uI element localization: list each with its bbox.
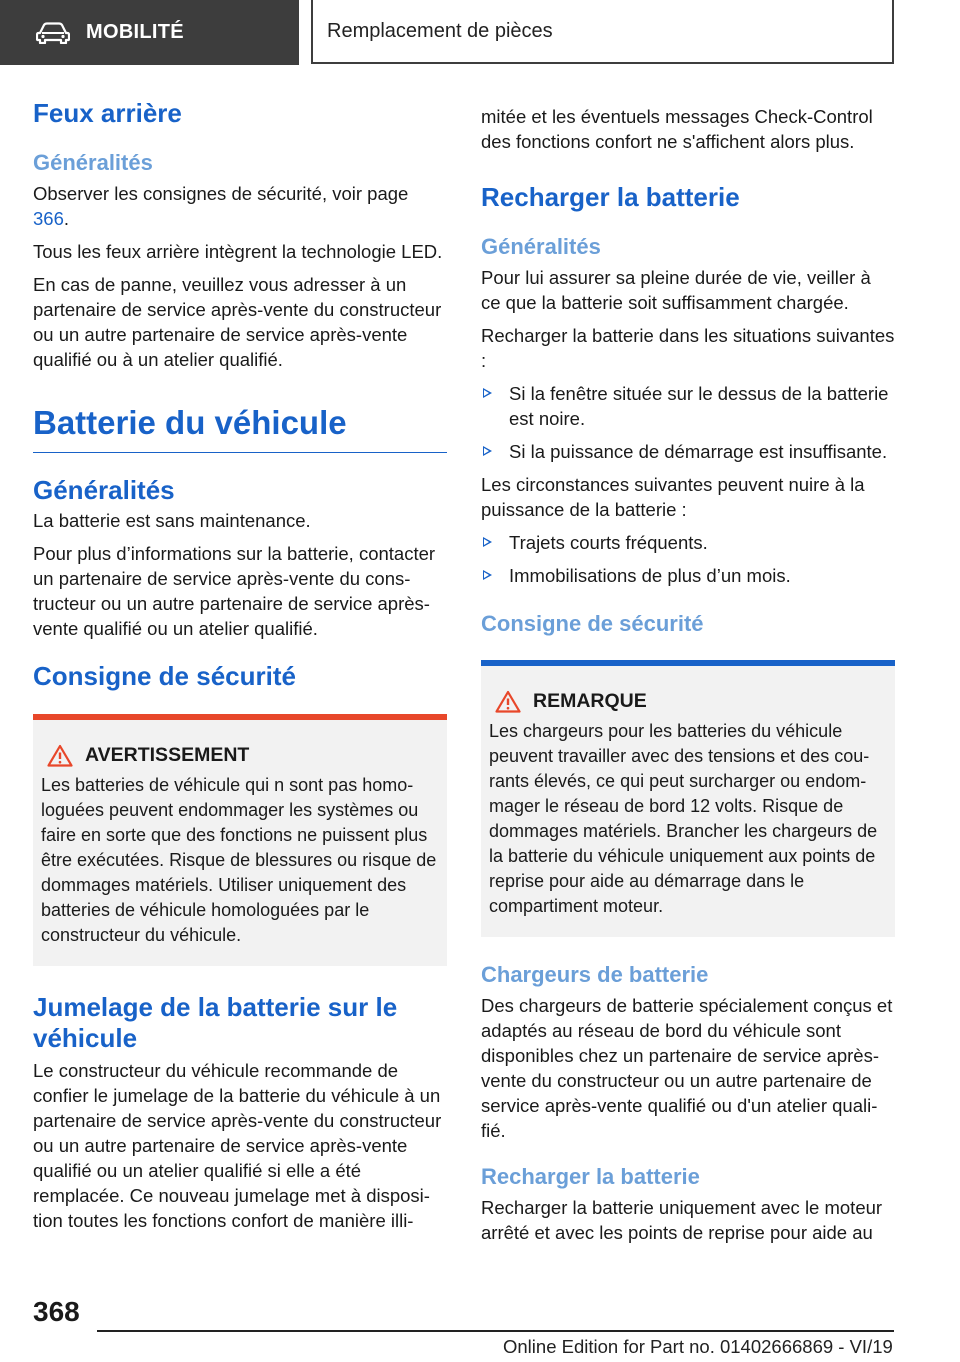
triangle-bullet-icon [483, 388, 492, 398]
triangle-bullet-icon [483, 570, 492, 580]
heading-batterie-vehicule: Batterie du véhicule [33, 390, 447, 453]
left-column [33, 98, 447, 1241]
list-item: Si la puissance de démarrage est insuffisante. [481, 439, 895, 464]
page-link-366[interactable]: 366 [33, 208, 64, 229]
warning-triangle-icon [495, 690, 521, 713]
paragraph: Observer les consignes de sécurité, voir page 366. [33, 183, 409, 229]
header-chapter-title: Remplacement de pièces [327, 19, 553, 42]
heading-consigne-securite: Consigne de sécurité [33, 661, 296, 691]
paragraph: Pour plus d’informations sur la batterie, contacter un partenaire de service après-vente du constructeur ou un autre partenaire de service après-vente qualifié ou un atelier qualifié. [33, 543, 436, 639]
list-item: Trajets courts fréquents. [481, 530, 895, 555]
warning-title: AVERTISSEMENT [41, 744, 439, 767]
subheading-batterie-generalites: Généralités [33, 475, 175, 505]
paragraph: Les circonstances suivantes peuvent nuire à la puissance de la batterie : [481, 474, 865, 520]
paragraph: Recharger la batterie dans les situations suivantes : [481, 325, 895, 371]
paragraph: Pour lui assurer sa pleine durée de vie, veiller à ce que la batterie soit suffisamment chargée. [481, 267, 871, 313]
note-box [481, 660, 895, 937]
heading-jumelage: Jumelage de la batterie sur le véhicule [33, 992, 398, 1053]
note-text: Les chargeurs pour les batteries du véhicule peuvent travailler avec des tensions et des courants élevés, ce qui peut surcharger ou endommager le réseau de bord 12 volts. Risque de dommages matériels. Brancher les chargeurs de la batterie du véhicule uniquement aux points de reprise pour aide au démarrage dans le compartiment moteur. [489, 721, 878, 916]
paragraph: Tous les feux arrière intègrent la technologie LED. [33, 241, 443, 262]
paragraph: mitée et les éventuels messages Check-Control des fonctions confort ne s'affichent alors plus. [481, 106, 873, 152]
paragraph: Des chargeurs de batterie spécialement conçus et adaptés au réseau de bord du véhicule sont disponibles chez un partenaire de service après-vente du constructeur ou un autre partenaire de service après-vente qualifié ou d'un atelier qualifié. [481, 995, 893, 1141]
right-column [481, 104, 895, 1253]
list-item: Immobilisations de plus d’un mois. [481, 563, 895, 588]
heading-chargeurs: Chargeurs de batterie [481, 962, 709, 987]
triangle-bullet-icon [483, 537, 492, 547]
warning-box [33, 714, 447, 966]
paragraph: Recharger la batterie uniquement avec le moteur arrêté et avec les points de reprise pour aide au [481, 1197, 883, 1243]
heading-recharger-batterie: Recharger la batterie [481, 182, 740, 212]
header-section-title: MOBILITÉ [86, 21, 184, 43]
car-icon [36, 22, 70, 44]
circumstances-list [481, 530, 895, 588]
situations-list [481, 381, 895, 464]
warning-triangle-icon [47, 744, 73, 767]
footer-edition: Online Edition for Part no. 01402666869 - VI/19 [503, 1336, 893, 1357]
triangle-bullet-icon [483, 446, 492, 456]
paragraph: Le constructeur du véhicule recommande de confier le jumelage de la batterie du véhicule à un partenaire de service après-vente du constructeur ou un autre partenaire de service après-vente qualifié ou un atelier qualifié si elle a été remplacée. Ce nouveau jumelage met à disposition toutes les fonctions confort de manière illi- [33, 1060, 442, 1231]
page-number: 368 [33, 1296, 80, 1327]
note-title: REMARQUE [489, 690, 887, 713]
footer-divider [97, 1330, 894, 1332]
subheading-recharger-generalites: Généralités [481, 234, 601, 259]
list-item: Si la fenêtre située sur le dessus de la batterie est noire. [481, 381, 895, 431]
paragraph: La batterie est sans maintenance. [33, 510, 311, 531]
heading-consigne-securite-2: Consigne de sécurité [481, 611, 704, 636]
heading-feux-arriere: Feux arrière [33, 98, 182, 128]
header-section-tab [0, 0, 299, 65]
heading-recharger-batterie-2: Recharger la batterie [481, 1164, 700, 1189]
paragraph: En cas de panne, veuillez vous adresser à un partenaire de service après-vente du constructeur ou un autre partenaire de service après-vente qualifié ou à un atelier qualifié. [33, 274, 442, 370]
warning-text: Les batteries de véhicule qui n sont pas homologuées peuvent endommager les systèmes ou faire en sorte que des fonctions ne puissent plus être exécutées. Risque de blessures ou risque de dommages matériels. Utiliser uniquement des batteries de véhicule homologuées par le constructeur du véhicule. [41, 775, 437, 945]
subheading-feux-generalites: Généralités [33, 150, 153, 175]
header-chapter-tab [311, 0, 894, 64]
